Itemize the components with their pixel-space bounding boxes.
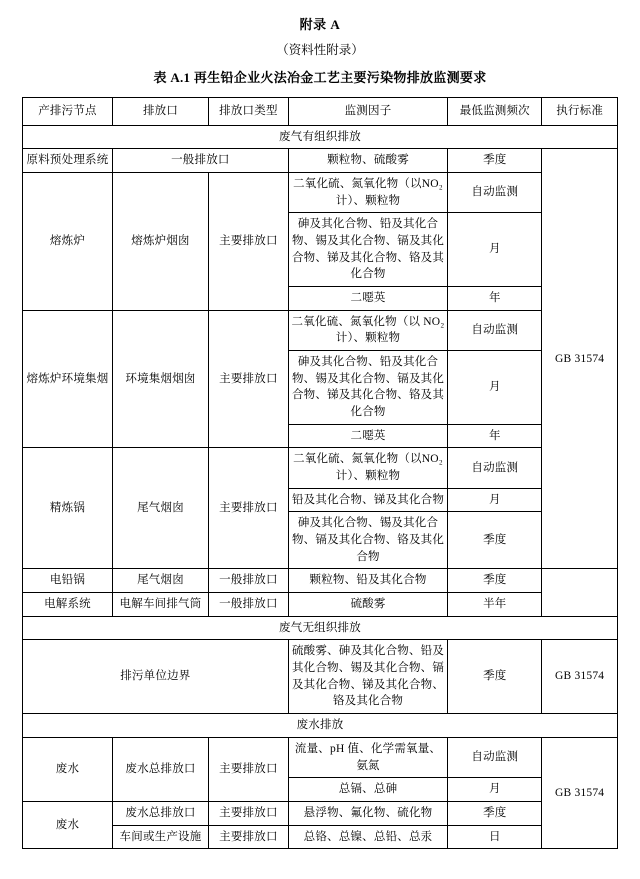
cell-factors: 颗粒物、硫酸雾 (288, 149, 447, 173)
cell-outlet-type: 主要排放口 (209, 737, 289, 801)
table-row (23, 149, 618, 173)
cell-factors: 颗粒物、铅及其化合物 (288, 569, 447, 593)
table-row (23, 801, 618, 825)
cell-outlet-type: 一般排放口 (209, 593, 289, 617)
cell-factors: 铅及其化合物、锑及其化合物 (288, 488, 447, 512)
cell-outlet: 废水总排放口 (112, 737, 208, 801)
cell-outlet: 尾气烟囱 (112, 448, 208, 569)
table-row (23, 593, 618, 617)
header-factors: 监测因子 (288, 98, 447, 126)
cell-factors: 二氧化硫、氮氧化物（以NO₂计）、颗粒物 (288, 173, 447, 213)
cell-frequency: 季度 (448, 569, 542, 593)
header-outlet: 排放口 (112, 98, 208, 126)
cell-outlet-type: 主要排放口 (209, 825, 289, 849)
cell-factors: 流量、pH 值、化学需氧量、氨氮 (288, 737, 447, 777)
cell-factors: 砷及其化合物、铅及其化合物、锡及其化合物、镉及其化合物、锑及其化合物、铬及其化合物 (288, 351, 447, 425)
cell-node: 熔炼炉 (23, 173, 113, 311)
cell-frequency: 月 (448, 488, 542, 512)
table-caption: 表 A.1 再生铅企业火法冶金工艺主要污染物排放监测要求 (153, 70, 487, 85)
table-row (23, 173, 618, 213)
cell-factors: 硫酸雾 (288, 593, 447, 617)
page-subtitle: （资料性附录） (276, 43, 364, 57)
cell-factors: 硫酸雾、砷及其化合物、铅及其化合物、锡及其化合物、镉及其化合物、锑及其化合物、铬及其化合物 (288, 640, 447, 714)
cell-factors: 二氧化硫、氮氧化物（以 NO₂计）、颗粒物 (288, 310, 447, 350)
cell-frequency: 年 (448, 424, 542, 448)
cell-frequency: 月 (448, 778, 542, 802)
cell-outlet: 废水总排放口 (112, 801, 208, 825)
cell-frequency: 自动监测 (448, 173, 542, 213)
cell-frequency: 月 (448, 351, 542, 425)
cell-factors: 总铬、总镍、总铅、总汞 (288, 825, 447, 849)
cell-standard-fugitive: GB 31574 (542, 640, 618, 714)
cell-outlet: 车间或生产设施 (112, 825, 208, 849)
cell-factors: 二氧化硫、氮氧化物（以NO₂计）、颗粒物 (288, 448, 447, 488)
table-row (23, 640, 618, 714)
header-frequency: 最低监测频次 (448, 98, 542, 126)
cell-outlet: 尾气烟囱 (112, 569, 208, 593)
section-label-water: 废水排放 (23, 714, 618, 738)
section-header-row (23, 616, 618, 640)
cell-factors: 砷及其化合物、铅及其化合物、锡及其化合物、镉及其化合物、锑及其化合物、铬及其化合物 (288, 213, 447, 287)
cell-frequency: 日 (448, 825, 542, 849)
header-outlet-type: 排放口类型 (209, 98, 289, 126)
cell-outlet-type: 一般排放口 (112, 149, 288, 173)
header-node: 产排污节点 (23, 98, 113, 126)
table-row (23, 737, 618, 777)
cell-outlet-type: 主要排放口 (209, 173, 289, 311)
cell-frequency: 半年 (448, 593, 542, 617)
section-header-row (23, 714, 618, 738)
cell-node: 废水 (23, 737, 113, 801)
header-standard: 执行标准 (542, 98, 618, 126)
cell-factors: 悬浮物、氟化物、硫化物 (288, 801, 447, 825)
cell-outlet: 环境集烟烟囱 (112, 310, 208, 448)
cell-factors: 总镉、总砷 (288, 778, 447, 802)
cell-standard-water: GB 31574 (542, 737, 618, 848)
cell-frequency: 年 (448, 287, 542, 311)
cell-standard-air-2 (542, 569, 618, 616)
cell-node: 精炼锅 (23, 448, 113, 569)
cell-frequency: 自动监测 (448, 310, 542, 350)
table-row (23, 825, 618, 849)
cell-node: 熔炼炉环境集烟 (23, 310, 113, 448)
cell-standard-air: GB 31574 (542, 149, 618, 569)
cell-frequency: 季度 (448, 640, 542, 714)
cell-outlet-type: 一般排放口 (209, 569, 289, 593)
section-header-row (23, 125, 618, 149)
section-label-air-organized: 废气有组织排放 (23, 125, 618, 149)
cell-node: 原料预处理系统 (23, 149, 113, 173)
monitoring-requirements-table (22, 97, 618, 849)
cell-outlet: 熔炼炉烟囱 (112, 173, 208, 311)
cell-factors: 二噁英 (288, 424, 447, 448)
table-row (23, 448, 618, 488)
cell-node: 排污单位边界 (23, 640, 289, 714)
cell-outlet-type: 主要排放口 (209, 448, 289, 569)
table-row (23, 310, 618, 350)
cell-frequency: 自动监测 (448, 448, 542, 488)
cell-outlet-type: 主要排放口 (209, 310, 289, 448)
cell-factors: 砷及其化合物、锡及其化合物、镉及其化合物、铬及其化合物 (288, 512, 447, 569)
cell-frequency: 自动监测 (448, 737, 542, 777)
cell-frequency: 季度 (448, 149, 542, 173)
cell-frequency: 季度 (448, 801, 542, 825)
cell-node: 电解系统 (23, 593, 113, 617)
table-row (23, 569, 618, 593)
cell-node: 电铅锅 (23, 569, 113, 593)
cell-factors: 二噁英 (288, 287, 447, 311)
cell-node: 废水 (23, 801, 113, 848)
page-title: 附录 A (299, 17, 341, 32)
cell-outlet-type: 主要排放口 (209, 801, 289, 825)
table-header-row (23, 98, 618, 126)
cell-frequency: 季度 (448, 512, 542, 569)
section-label-air-fugitive: 废气无组织排放 (23, 616, 618, 640)
cell-outlet: 电解车间排气筒 (112, 593, 208, 617)
cell-frequency: 月 (448, 213, 542, 287)
